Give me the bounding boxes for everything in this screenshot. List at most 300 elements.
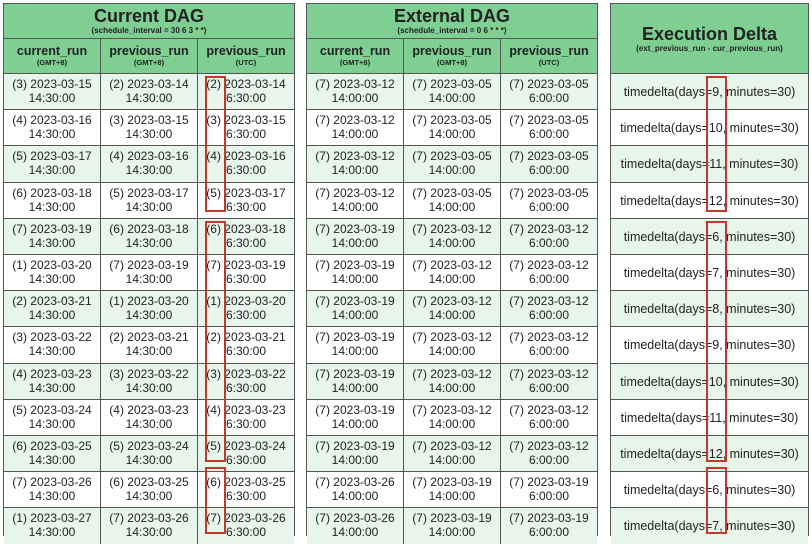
external-dag-title-row	[307, 4, 597, 39]
table-row	[611, 110, 808, 146]
table-cell	[4, 364, 101, 399]
cell-time: 14:30:00	[125, 380, 173, 395]
table-cell	[404, 400, 501, 435]
cell-time: 14:30:00	[28, 235, 76, 250]
table-row	[4, 183, 294, 219]
table-cell	[4, 436, 101, 471]
column-header-timezone: (GMT+8)	[339, 58, 371, 67]
table-cell	[198, 327, 294, 362]
table-row	[611, 508, 808, 544]
cell-date: (7) 2023-03-12	[412, 257, 492, 272]
table-row	[611, 74, 808, 110]
cell-time: 14:00:00	[331, 127, 379, 142]
table-cell	[307, 110, 404, 145]
table-cell	[101, 219, 198, 254]
cell-date: (5) 2023-03-24	[206, 438, 286, 453]
cell-date: (7) 2023-03-19	[12, 221, 92, 236]
delta-value: timedelta(days=6, minutes=30)	[623, 483, 796, 498]
cell-date: (3) 2023-03-22	[109, 366, 189, 381]
cell-date: (7) 2023-03-12	[315, 149, 395, 164]
table-cell	[501, 472, 597, 507]
column-header-label: current_run	[319, 44, 391, 58]
cell-time: 6:30:00	[225, 271, 267, 286]
table-row	[4, 74, 294, 110]
table-row	[307, 255, 597, 291]
table-cell	[501, 183, 597, 218]
cell-date: (7) 2023-03-19	[315, 330, 395, 345]
cell-time: 14:00:00	[428, 344, 476, 359]
cell-time: 14:30:00	[125, 308, 173, 323]
cell-date: (4) 2023-03-16	[109, 149, 189, 164]
column-header	[198, 39, 294, 73]
cell-time: 14:00:00	[428, 91, 476, 105]
table-cell	[101, 364, 198, 399]
cell-time: 6:30:00	[225, 199, 267, 214]
cell-time: 14:30:00	[125, 489, 173, 504]
table-cell	[4, 291, 101, 326]
cell-date: (7) 2023-03-19	[315, 366, 395, 381]
cell-date: (6) 2023-03-25	[109, 475, 189, 490]
table-cell	[404, 327, 501, 362]
table-cell	[501, 400, 597, 435]
cell-time: 14:00:00	[331, 199, 379, 214]
column-header-timezone: (GMT+8)	[36, 58, 68, 67]
cell-date: (2) 2023-03-14	[206, 77, 286, 91]
cell-date: (7) 2023-03-19	[412, 475, 492, 490]
column-header-label: previous_run	[206, 44, 286, 58]
column-header-timezone: (GMT+8)	[133, 58, 165, 67]
cell-time: 14:00:00	[331, 235, 379, 250]
cell-date: (5) 2023-03-24	[109, 438, 189, 453]
table-cell	[101, 74, 198, 109]
delta-value: timedelta(days=12, minutes=30)	[620, 446, 799, 461]
table-row	[307, 436, 597, 472]
table-row	[4, 291, 294, 327]
table-row	[307, 327, 597, 363]
table-cell	[501, 74, 597, 109]
table-cell	[101, 255, 198, 290]
cell-date: (7) 2023-03-12	[315, 185, 395, 200]
cell-date: (3) 2023-03-15	[206, 113, 286, 128]
cell-date: (1) 2023-03-27	[12, 511, 92, 526]
table-cell	[198, 146, 294, 181]
table-row	[4, 364, 294, 400]
cell-date: (3) 2023-03-15	[109, 113, 189, 128]
cell-time: 14:00:00	[428, 416, 476, 431]
table-row	[307, 291, 597, 327]
table-cell	[404, 146, 501, 181]
cell-date: (7) 2023-03-19	[509, 475, 589, 490]
cell-time: 14:00:00	[331, 380, 379, 395]
delta-value: timedelta(days=6, minutes=30)	[623, 229, 796, 244]
cell-date: (7) 2023-03-12	[509, 221, 589, 236]
column-header	[501, 39, 597, 73]
table-row	[4, 110, 294, 146]
cell-time: 14:00:00	[331, 91, 379, 105]
cell-time: 6:00:00	[528, 235, 570, 250]
cell-date: (7) 2023-03-19	[315, 438, 395, 453]
cell-date: (7) 2023-03-19	[109, 257, 189, 272]
delta-value: timedelta(days=10, minutes=30)	[620, 121, 799, 136]
cell-time: 6:00:00	[528, 344, 570, 359]
cell-time: 14:00:00	[428, 235, 476, 250]
cell-date: (4) 2023-03-23	[12, 366, 92, 381]
cell-date: (1) 2023-03-20	[12, 257, 92, 272]
table-cell	[4, 110, 101, 145]
delta-value: timedelta(days=10, minutes=30)	[620, 374, 799, 389]
table-cell	[501, 364, 597, 399]
cell-time: 14:00:00	[331, 452, 379, 467]
table-cell	[198, 508, 294, 544]
table-cell	[501, 219, 597, 254]
table-cell	[307, 255, 404, 290]
cell-date: (7) 2023-03-19	[315, 221, 395, 236]
column-header	[4, 39, 101, 73]
column-header-timezone: (GMT+8)	[436, 58, 468, 67]
cell-date: (7) 2023-03-05	[509, 77, 589, 91]
cell-time: 6:30:00	[225, 163, 267, 178]
table-cell	[307, 219, 404, 254]
table-cell	[404, 74, 501, 109]
external-dag-body	[307, 74, 597, 544]
column-header	[404, 39, 501, 73]
cell-date: (7) 2023-03-26	[315, 475, 395, 490]
cell-time: 14:30:00	[28, 308, 76, 323]
cell-time: 6:00:00	[528, 380, 570, 395]
cell-date: (4) 2023-03-16	[206, 149, 286, 164]
table-cell	[404, 219, 501, 254]
table-cell	[101, 400, 198, 435]
current-dag-subtitle: (schedule_interval = 30 6 3 * *)	[91, 26, 207, 35]
cell-date: (7) 2023-03-19	[509, 511, 589, 526]
execution-delta-table	[610, 3, 809, 536]
table-cell	[501, 110, 597, 145]
current-dag-title-row	[4, 4, 294, 39]
cell-time: 6:30:00	[225, 127, 267, 142]
table-cell	[307, 472, 404, 507]
cell-date: (5) 2023-03-17	[109, 185, 189, 200]
table-cell	[101, 436, 198, 471]
cell-date: (6) 2023-03-25	[12, 438, 92, 453]
cell-date: (2) 2023-03-14	[109, 77, 189, 91]
cell-date: (5) 2023-03-17	[12, 149, 92, 164]
cell-time: 14:00:00	[428, 452, 476, 467]
table-row	[4, 255, 294, 291]
table-row	[611, 255, 808, 291]
table-row	[611, 219, 808, 255]
table-cell	[501, 436, 597, 471]
column-header	[307, 39, 404, 73]
cell-time: 14:00:00	[428, 163, 476, 178]
cell-date: (7) 2023-03-12	[509, 366, 589, 381]
table-cell	[198, 400, 294, 435]
column-header-label: current_run	[16, 44, 88, 58]
table-cell	[4, 400, 101, 435]
cell-time: 14:30:00	[125, 163, 173, 178]
delta-value: timedelta(days=7, minutes=30)	[623, 265, 796, 280]
cell-time: 14:30:00	[28, 525, 76, 540]
table-cell	[101, 291, 198, 326]
cell-time: 14:00:00	[428, 525, 476, 540]
current-dag-header-row	[4, 39, 294, 74]
delta-value: timedelta(days=7, minutes=30)	[623, 519, 796, 534]
cell-time: 14:00:00	[428, 308, 476, 323]
cell-date: (6) 2023-03-25	[206, 475, 286, 490]
table-cell	[198, 183, 294, 218]
table-cell	[4, 327, 101, 362]
delta-value: timedelta(days=11, minutes=30)	[620, 157, 799, 172]
table-cell	[4, 219, 101, 254]
table-cell	[307, 436, 404, 471]
cell-date: (6) 2023-03-18	[109, 221, 189, 236]
execution-delta-title: Execution Delta	[641, 24, 778, 44]
cell-time: 6:30:00	[225, 489, 267, 504]
cell-time: 14:30:00	[28, 452, 76, 467]
table-row	[611, 291, 808, 327]
table-row	[611, 146, 808, 182]
table-row	[4, 508, 294, 544]
cell-date: (7) 2023-03-19	[315, 257, 395, 272]
cell-date: (7) 2023-03-26	[315, 511, 395, 526]
table-row	[4, 436, 294, 472]
table-cell	[404, 508, 501, 544]
table-cell	[501, 146, 597, 181]
table-row	[611, 436, 808, 472]
cell-date: (7) 2023-03-12	[509, 257, 589, 272]
execution-delta-subtitle: (ext_previous_run - cur_previous_run)	[636, 44, 783, 53]
cell-date: (7) 2023-03-12	[509, 294, 589, 309]
delta-value: timedelta(days=8, minutes=30)	[623, 302, 796, 317]
cell-date: (2) 2023-03-21	[206, 330, 286, 345]
table-cell	[501, 255, 597, 290]
table-row	[307, 508, 597, 544]
cell-time: 14:00:00	[428, 489, 476, 504]
cell-date: (7) 2023-03-12	[412, 294, 492, 309]
cell-date: (7) 2023-03-19	[315, 402, 395, 417]
cell-time: 14:00:00	[331, 344, 379, 359]
cell-time: 6:30:00	[225, 525, 267, 540]
cell-time: 14:30:00	[28, 91, 76, 105]
cell-time: 14:30:00	[28, 380, 76, 395]
cell-time: 6:30:00	[225, 91, 267, 105]
cell-time: 6:00:00	[528, 416, 570, 431]
table-cell	[404, 183, 501, 218]
table-row	[307, 74, 597, 110]
table-row	[611, 183, 808, 219]
cell-date: (7) 2023-03-05	[412, 185, 492, 200]
table-cell	[4, 74, 101, 109]
table-cell	[501, 327, 597, 362]
cell-date: (5) 2023-03-24	[12, 402, 92, 417]
table-cell	[198, 110, 294, 145]
cell-time: 14:30:00	[28, 199, 76, 214]
cell-time: 6:00:00	[528, 91, 570, 105]
cell-date: (7) 2023-03-19	[412, 511, 492, 526]
table-cell	[404, 291, 501, 326]
table-row	[4, 472, 294, 508]
cell-time: 14:00:00	[428, 380, 476, 395]
cell-date: (7) 2023-03-12	[509, 330, 589, 345]
table-cell	[307, 291, 404, 326]
table-row	[307, 183, 597, 219]
cell-date: (7) 2023-03-12	[412, 221, 492, 236]
table-row	[307, 400, 597, 436]
column-header-label: previous_run	[412, 44, 492, 58]
external-dag-header-row	[307, 39, 597, 74]
cell-time: 14:30:00	[125, 127, 173, 142]
table-cell	[198, 472, 294, 507]
cell-date: (6) 2023-03-18	[206, 221, 286, 236]
cell-date: (4) 2023-03-16	[12, 113, 92, 128]
table-cell	[501, 291, 597, 326]
cell-date: (7) 2023-03-05	[509, 185, 589, 200]
external-dag-subtitle: (schedule_interval = 0 6 * * *)	[397, 26, 507, 35]
cell-time: 14:00:00	[331, 525, 379, 540]
table-cell	[501, 508, 597, 544]
execution-delta-title-row	[611, 4, 808, 74]
delta-value: timedelta(days=11, minutes=30)	[620, 410, 799, 425]
cell-date: (7) 2023-03-05	[509, 149, 589, 164]
cell-time: 14:30:00	[28, 344, 76, 359]
table-cell	[307, 364, 404, 399]
table-cell	[101, 472, 198, 507]
cell-time: 14:00:00	[331, 271, 379, 286]
table-cell	[404, 436, 501, 471]
cell-date: (4) 2023-03-23	[109, 402, 189, 417]
table-cell	[198, 219, 294, 254]
cell-date: (7) 2023-03-12	[412, 366, 492, 381]
cell-date: (1) 2023-03-20	[109, 294, 189, 309]
cell-time: 6:30:00	[225, 416, 267, 431]
cell-date: (3) 2023-03-22	[12, 330, 92, 345]
cell-date: (7) 2023-03-05	[412, 77, 492, 91]
table-cell	[404, 364, 501, 399]
cell-date: (5) 2023-03-17	[206, 185, 286, 200]
cell-time: 14:30:00	[28, 489, 76, 504]
delta-value: timedelta(days=9, minutes=30)	[623, 85, 796, 99]
table-cell	[101, 327, 198, 362]
table-row	[4, 219, 294, 255]
table-cell	[198, 255, 294, 290]
table-cell	[4, 183, 101, 218]
cell-date: (6) 2023-03-18	[12, 185, 92, 200]
table-row	[611, 327, 808, 363]
table-row	[611, 472, 808, 508]
current-dag-title: Current DAG	[93, 6, 204, 26]
cell-date: (4) 2023-03-23	[206, 402, 286, 417]
cell-time: 14:30:00	[125, 525, 173, 540]
cell-date: (7) 2023-03-12	[412, 438, 492, 453]
external-dag-title: External DAG	[393, 6, 511, 26]
cell-date: (7) 2023-03-12	[509, 438, 589, 453]
cell-time: 6:30:00	[225, 235, 267, 250]
cell-time: 6:00:00	[528, 127, 570, 142]
cell-date: (2) 2023-03-21	[12, 294, 92, 309]
current-dag-table	[3, 3, 295, 540]
cell-date: (2) 2023-03-21	[109, 330, 189, 345]
table-cell	[307, 508, 404, 544]
cell-date: (7) 2023-03-12	[412, 330, 492, 345]
cell-time: 14:00:00	[428, 199, 476, 214]
cell-date: (7) 2023-03-12	[315, 77, 395, 91]
cell-time: 14:30:00	[125, 344, 173, 359]
column-header-label: previous_run	[109, 44, 189, 58]
table-row	[307, 146, 597, 182]
cell-time: 14:30:00	[125, 199, 173, 214]
cell-date: (7) 2023-03-05	[412, 113, 492, 128]
cell-time: 6:00:00	[528, 199, 570, 214]
cell-time: 6:00:00	[528, 163, 570, 178]
table-row	[611, 364, 808, 400]
cell-date: (7) 2023-03-26	[12, 475, 92, 490]
cell-time: 14:00:00	[331, 489, 379, 504]
table-cell	[198, 436, 294, 471]
column-header-timezone: (UTC)	[235, 58, 257, 67]
column-header	[101, 39, 198, 73]
cell-time: 14:30:00	[28, 271, 76, 286]
table-cell	[4, 146, 101, 181]
cell-date: (7) 2023-03-26	[109, 511, 189, 526]
cell-time: 14:00:00	[428, 271, 476, 286]
table-cell	[404, 255, 501, 290]
cell-date: (7) 2023-03-05	[412, 149, 492, 164]
table-cell	[198, 364, 294, 399]
table-row	[307, 364, 597, 400]
cell-time: 14:30:00	[28, 416, 76, 431]
table-cell	[4, 255, 101, 290]
cell-time: 6:00:00	[528, 452, 570, 467]
table-cell	[307, 400, 404, 435]
cell-time: 6:30:00	[225, 344, 267, 359]
external-dag-table	[306, 3, 598, 540]
column-header-timezone: (UTC)	[538, 58, 560, 67]
cell-time: 14:30:00	[125, 452, 173, 467]
cell-date: (7) 2023-03-19	[315, 294, 395, 309]
cell-time: 6:00:00	[528, 525, 570, 540]
cell-time: 6:00:00	[528, 308, 570, 323]
table-cell	[404, 110, 501, 145]
table-cell	[307, 327, 404, 362]
cell-date: (7) 2023-03-12	[412, 402, 492, 417]
delta-value: timedelta(days=9, minutes=30)	[623, 338, 796, 353]
current-dag-body	[4, 74, 294, 544]
cell-time: 14:30:00	[28, 127, 76, 142]
cell-time: 6:00:00	[528, 271, 570, 286]
cell-time: 6:30:00	[225, 380, 267, 395]
table-row	[307, 472, 597, 508]
cell-time: 14:30:00	[125, 416, 173, 431]
cell-date: (7) 2023-03-19	[206, 257, 286, 272]
cell-time: 14:00:00	[428, 127, 476, 142]
table-row	[4, 327, 294, 363]
table-cell	[101, 508, 198, 544]
cell-time: 14:00:00	[331, 416, 379, 431]
cell-time: 6:30:00	[225, 452, 267, 467]
cell-date: (7) 2023-03-05	[509, 113, 589, 128]
table-row	[4, 400, 294, 436]
table-cell	[198, 74, 294, 109]
cell-time: 6:30:00	[225, 308, 267, 323]
table-row	[307, 219, 597, 255]
execution-delta-body	[611, 74, 808, 544]
table-cell	[4, 508, 101, 544]
table-row	[307, 110, 597, 146]
table-cell	[307, 74, 404, 109]
cell-date: (7) 2023-03-12	[509, 402, 589, 417]
cell-date: (7) 2023-03-12	[315, 113, 395, 128]
cell-time: 14:30:00	[125, 235, 173, 250]
cell-date: (1) 2023-03-20	[206, 294, 286, 309]
